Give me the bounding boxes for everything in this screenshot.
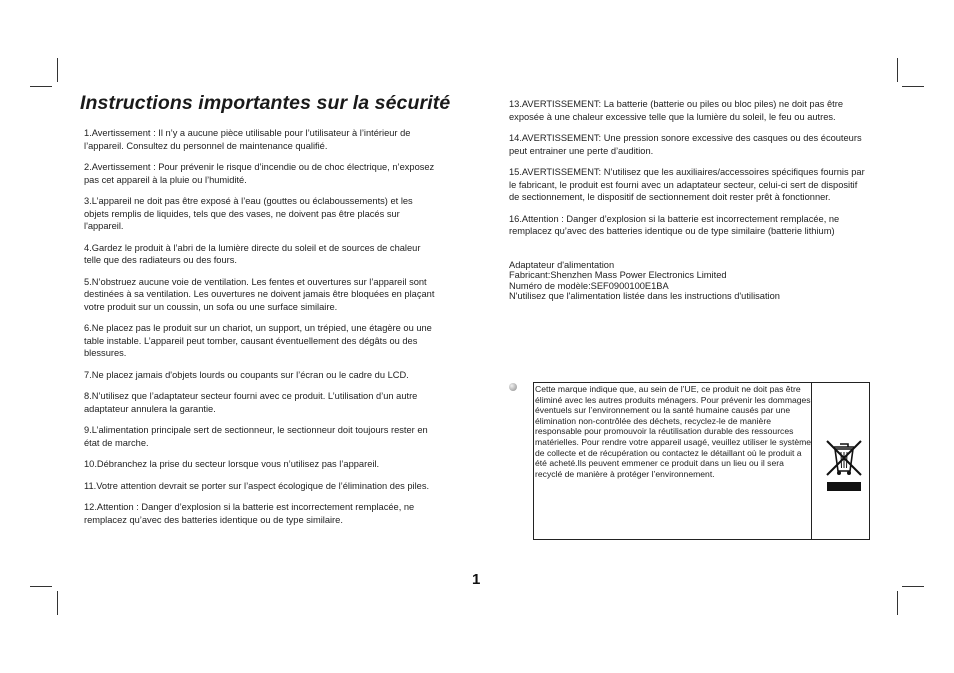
safety-item: 10.Débranchez la prise du secteur lorsque vous n’utilisez pas l’appareil. [84,459,380,469]
safety-item: 5.N’obstruez aucune voie de ventilation. Les fentes et ouvertures sur l’appareil sont destinées à sa ventilation. Les ouvertures ne doivent jamais être bloquées en plaçant votre produit sur un coussin, un sofa ou une surface similaire. [84,276,435,312]
safety-item: 6.Ne placez pas le produit sur un chariot, un support, un trépied, une étagère ou une table instable. L’appareil peut tomber, causant éventuellement des dégâts ou des blessures. [84,323,432,358]
right-column [509,98,869,302]
weee-notice-text: Cette marque indique que, au sein de l’UE, ce produit ne doit pas être éliminé avec les autres produits ménagers. Pour prévenir les dommages éventuels sur l’environnement ou la santé humaine causés par une élimination non-contrôlée des déchets, recyclez-le de manière responsable pour promouvoir la réutilisation durable des ressources matérielles. Pour rendre votre appareil usagé, veuillez utiliser le système de collecte et de récupération ou contactez le détaillant où le produit a été acheté.Ils peuvent emmener ce produit dans un lieu ou il sera recyclé de manière à protéger l’environnement. [535,384,812,479]
left-column [84,127,440,526]
weee-notice-box [533,382,870,540]
adapter-manufacturer: Fabricant:Shenzhen Mass Power Electronics Limited [509,270,727,281]
right-items [509,98,869,238]
adapter-info [509,260,869,302]
safety-item: 12.Attention : Danger d’explosion si la batterie est incorrectement remplacée, ne remplacez qu’avec des batteries identique ou de type similaire. [84,502,415,525]
safety-item: 2.Avertissement : Pour prévenir le risque d’incendie ou de choc électrique, n’exposez pas cet appareil à la pluie ou l’humidité. [84,162,435,185]
safety-item: 11.Votre attention devrait se porter sur l’aspect écologique de l’élimination des piles. [84,480,430,491]
adapter-heading: Adaptateur d'alimentation [509,259,615,270]
safety-item: 4.Gardez le produit à l’abri de la lumière directe du soleil et de sources de chaleur telle que des radiateurs ou des fours. [84,242,421,265]
safety-item: 8.N’utilisez que l’adaptateur secteur fourni avec ce produit. L’utilisation d’un autre adaptateur annulera la garantie. [84,391,418,414]
page-title: Instructions importantes sur la sécurité [80,92,451,114]
crop-mark-bottom-left-v [57,591,58,615]
adapter-note: N'utilisez que l'alimentation listée dans les instructions d'utilisation [509,291,780,302]
safety-item: 3.L’appareil ne doit pas être exposé à l’eau (gouttes ou éclaboussements) et les objets remplis de liquides, tels que des vases, ne doivent pas être placés sur l'appareil. [84,196,413,231]
bullet-dot-icon [509,383,517,391]
weee-divider [811,383,812,539]
safety-item: 15.AVERTISSEMENT: N’utilisez que les auxiliaires/accessoires spécifiques fournis par le fabricant, le produit est fourni avec un adaptateur secteur, celui-ci sert de dispositif de sectionnement, le dispositif de sectionnement doit rester prêt à fonctionner. [509,167,865,202]
safety-item: 7.Ne placez jamais d'objets lourds ou coupants sur l’écran ou le cadre du LCD. [84,369,409,380]
crossed-out-wheelie-bin-icon [824,437,864,498]
crop-mark-bottom-right-v [897,591,898,615]
crop-mark-top-left-v [57,58,58,82]
safety-item: 9.L’alimentation principale sert de sectionneur, le sectionneur doit toujours rester en état de marche. [84,425,428,448]
safety-item: 1.Avertissement : Il n’y a aucune pièce utilisable pour l’utilisateur à l’intérieur de l’appareil. Consultez du personnel de maintenance qualifié. [84,128,411,151]
crop-mark-top-left-h [30,86,52,87]
crop-mark-top-right-v [897,58,898,82]
safety-item: 16.Attention : Danger d’explosion si la batterie est incorrectement remplacée, ne remplacez qu’avec des batteries identique ou de type similaire (batterie lithium) [509,213,840,236]
safety-item: 13.AVERTISSEMENT: La batterie (batterie ou piles ou bloc piles) ne doit pas être exposée à une chaleur excessive telle que la lumière du soleil, le feu ou autres. [509,99,844,122]
crop-mark-bottom-right-h [902,586,924,587]
adapter-model: Numéro de modèle:SEF0900100E1BA [509,280,669,291]
safety-item: 14.AVERTISSEMENT: Une pression sonore excessive des casques ou des écouteurs peut entrainer une perte d’audition. [509,133,862,156]
page-number: 1 [472,571,481,588]
crop-mark-bottom-left-h [30,586,52,587]
crop-mark-top-right-h [902,86,924,87]
